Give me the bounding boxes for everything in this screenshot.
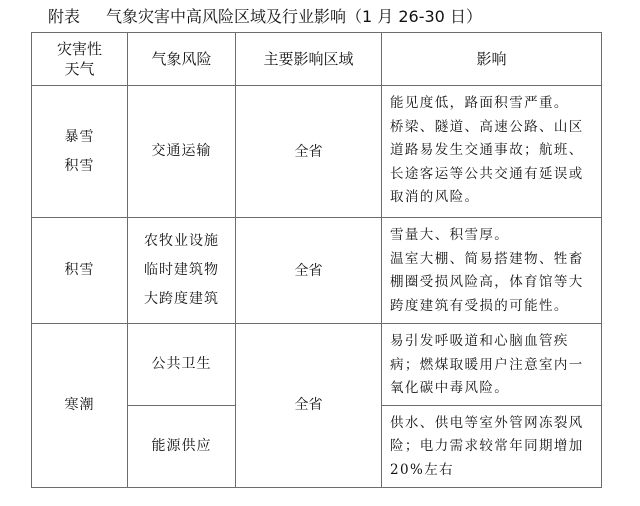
impact-cell: 易引发呼吸道和心脑血管疾 病；燃煤取暖用户注意室内一 氧化碳中毒风险。	[382, 324, 602, 406]
region-cell: 全省	[236, 218, 382, 324]
risk-cell: 公共卫生	[128, 324, 236, 406]
risk-cell: 能源供应	[128, 405, 236, 487]
table-header-row	[32, 33, 602, 86]
table-row	[32, 86, 602, 218]
weather-cell: 积雪	[32, 218, 128, 324]
header-impact: 影响	[382, 33, 602, 86]
table-row	[32, 324, 602, 406]
risk-cell: 交通运输	[128, 86, 236, 218]
risk-cell: 农牧业设施 临时建筑物 大跨度建筑	[128, 218, 236, 324]
impact-cell: 雪量大、积雪厚。 温室大棚、简易搭建物、牲畜 棚圈受损风险高，体育馆等大 跨度建筑有受损的可能性。	[382, 218, 602, 324]
risk-table	[31, 32, 602, 488]
page-title	[48, 4, 482, 30]
table-row	[32, 218, 602, 324]
impact-cell: 能见度低，路面积雪严重。 桥梁、隧道、高速公路、山区 道路易发生交通事故；航班、 长途客运等公共交通有延误或 取消的风险。	[382, 86, 602, 218]
region-cell: 全省	[236, 324, 382, 488]
header-region: 主要影响区域	[236, 33, 382, 86]
weather-cell: 暴雪 积雪	[32, 86, 128, 218]
impact-cell: 供水、供电等室外管网冻裂风 险；电力需求较常年同期增加 20%左右	[382, 405, 602, 487]
weather-cell: 寒潮	[32, 324, 128, 488]
region-cell: 全省	[236, 86, 382, 218]
header-weather: 灾害性 天气	[32, 33, 128, 86]
title-text: 气象灾害中高风险区域及行业影响（1 月 26-30 日）	[106, 7, 482, 26]
header-risk: 气象风险	[128, 33, 236, 86]
title-prefix: 附表	[48, 7, 81, 26]
